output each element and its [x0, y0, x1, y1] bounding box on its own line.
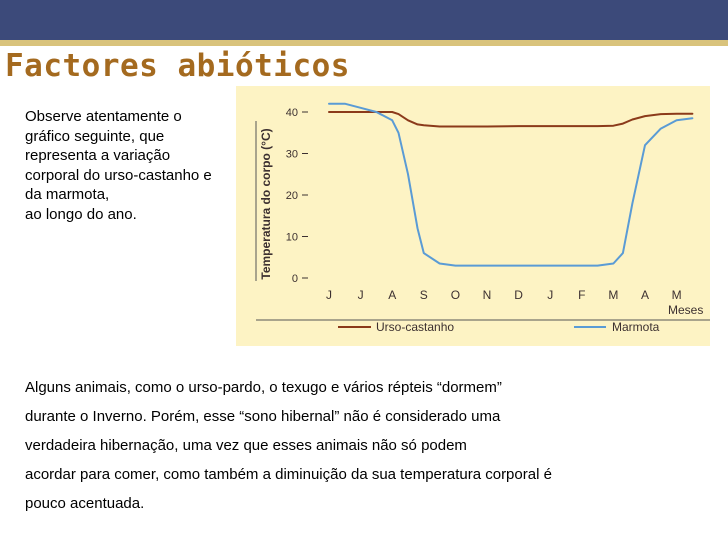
chart-svg — [236, 86, 710, 346]
x-tick-label: N — [482, 288, 492, 302]
intro-line: da marmota, — [25, 186, 110, 203]
legend-label-marmota: Marmota — [612, 320, 660, 334]
slide-title: Factores abióticos — [5, 48, 350, 84]
intro-line: Observe atentamente o — [25, 108, 182, 125]
x-tick-label: A — [640, 288, 650, 302]
intro-line: ao longo do ano. — [25, 205, 137, 223]
x-tick-label: D — [514, 288, 523, 302]
x-tick-label: J — [326, 288, 332, 302]
x-tick-label: M — [608, 288, 619, 302]
body-line: pouco acentuada. — [25, 495, 145, 512]
x-tick-label: M — [671, 288, 682, 302]
x-tick-label: J — [547, 288, 554, 302]
body-line: acordar para comer, como também a diminuição da sua temperatura corporal é — [25, 466, 552, 483]
y-tick-label: 10 — [285, 231, 298, 244]
x-tick-label: F — [578, 288, 586, 302]
chart-background — [236, 86, 710, 346]
temperature-chart — [236, 86, 710, 346]
x-tick-label: O — [450, 288, 461, 302]
x-axis-label: Meses — [668, 303, 704, 317]
header-bar — [0, 0, 728, 40]
x-tick-label: S — [419, 288, 428, 302]
intro-line: corporal do urso-castanho e — [25, 166, 212, 184]
body-line: verdadeira hibernação, uma vez que esses animais não só podem — [25, 437, 467, 454]
legend-label-urso: Urso-castanho — [376, 320, 455, 334]
x-tick-label: A — [388, 288, 397, 302]
y-tick-label: 0 — [291, 273, 298, 285]
y-tick-label: 40 — [285, 107, 298, 119]
body-line: durante o Inverno. Porém, esse “sono hibernal” não é considerado uma — [25, 408, 501, 425]
x-tick-label: J — [357, 288, 364, 302]
y-tick-label: 30 — [285, 148, 298, 161]
intro-line: representa a variação — [25, 147, 171, 164]
body-paragraph — [25, 373, 675, 518]
intro-line: gráfico seguinte, que — [25, 127, 165, 145]
y-axis-label: Temperatura do corpo (°C) — [259, 128, 273, 280]
y-tick-label: 20 — [285, 190, 298, 202]
header-accent-stripe — [0, 40, 728, 46]
intro-text — [25, 107, 243, 224]
body-line: Alguns animais, como o urso-pardo, o texugo e vários répteis “dormem” — [25, 379, 502, 396]
